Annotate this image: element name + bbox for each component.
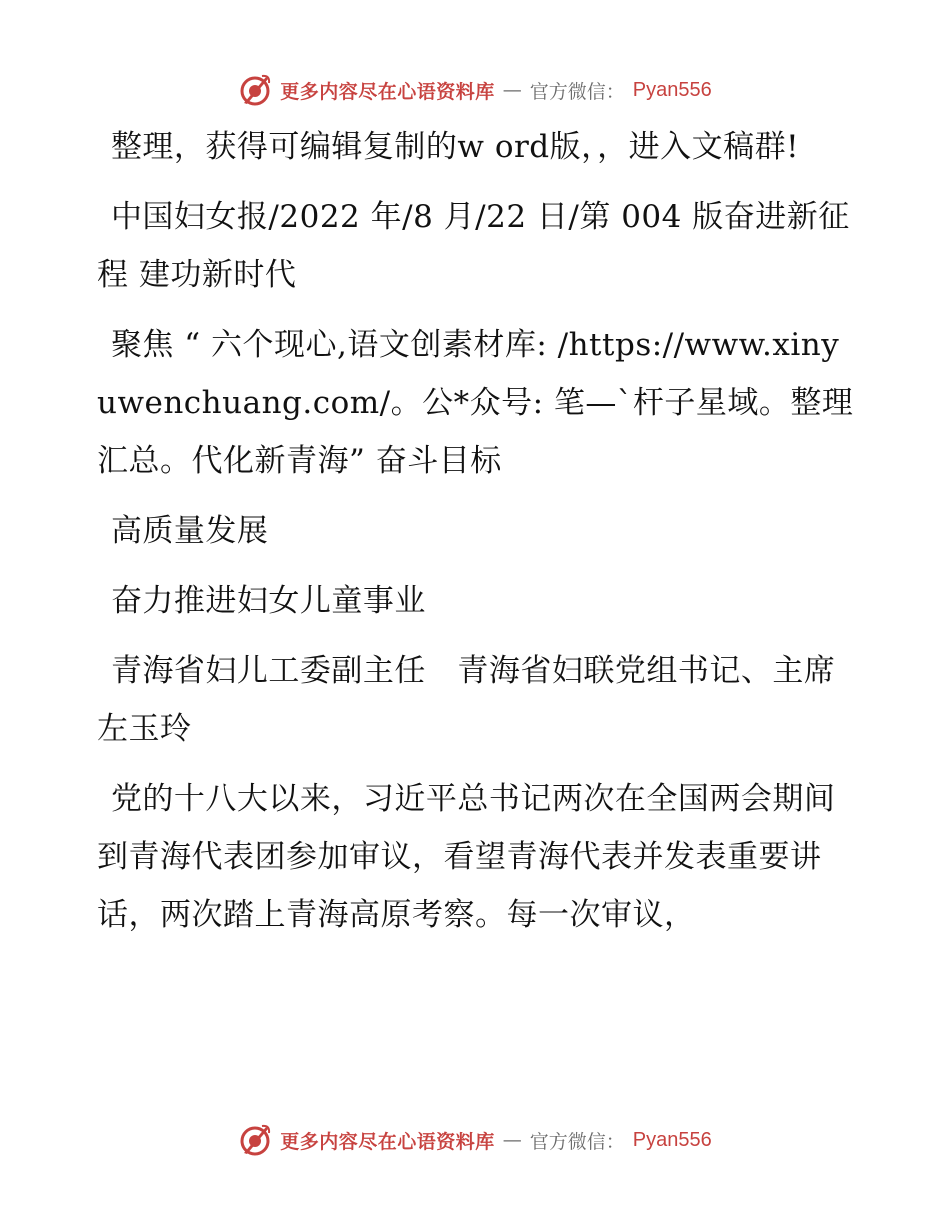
paragraph: 整理，获得可编辑复制的w ord版，，进入文稿群! <box>110 129 800 165</box>
paragraph: 高质量发展 <box>110 513 269 549</box>
watermark-main-text: 更多内容尽在心语资料库 <box>280 80 495 103</box>
paragraph: 聚焦 “ 六个现心,语文创素材库: /https://www.xinyuwenchuang.com/。公*众号: 笔—`杆子星域。整理汇总。代化新青海” 奋斗目标 <box>97 327 854 479</box>
paragraph: 党的十八大以来，习近平总书记两次在全国两会期间到青海代表团参加审议，看望青海代表并发表重要讲话，两次踏上青海高原考察。每一次审议， <box>97 781 836 933</box>
header-watermark <box>0 70 950 110</box>
quill-seal-icon <box>238 73 272 107</box>
watermark-separator: — <box>502 79 522 101</box>
quill-seal-icon <box>238 1123 272 1157</box>
watermark-main-text: 更多内容尽在心语资料库 <box>280 1130 495 1153</box>
paragraph: 奋力推进妇女儿童事业 <box>110 583 426 619</box>
document-body <box>97 118 867 956</box>
paragraph: 青海省妇儿工委副主任 青海省妇联党组书记、主席 左玉玲 <box>97 653 867 747</box>
watermark-wechat-id: Pyan556 <box>632 1128 712 1151</box>
paragraph: 中国妇女报/2022 年/8 月/22 日/第 004 版奋进新征程 建功新时代 <box>97 199 850 293</box>
watermark-wechat-id: Pyan556 <box>632 78 712 101</box>
footer-watermark <box>0 1120 950 1160</box>
watermark-sub-text: 官方微信： <box>529 80 625 103</box>
watermark-separator: — <box>502 1129 522 1151</box>
watermark-sub-text: 官方微信： <box>529 1130 625 1153</box>
